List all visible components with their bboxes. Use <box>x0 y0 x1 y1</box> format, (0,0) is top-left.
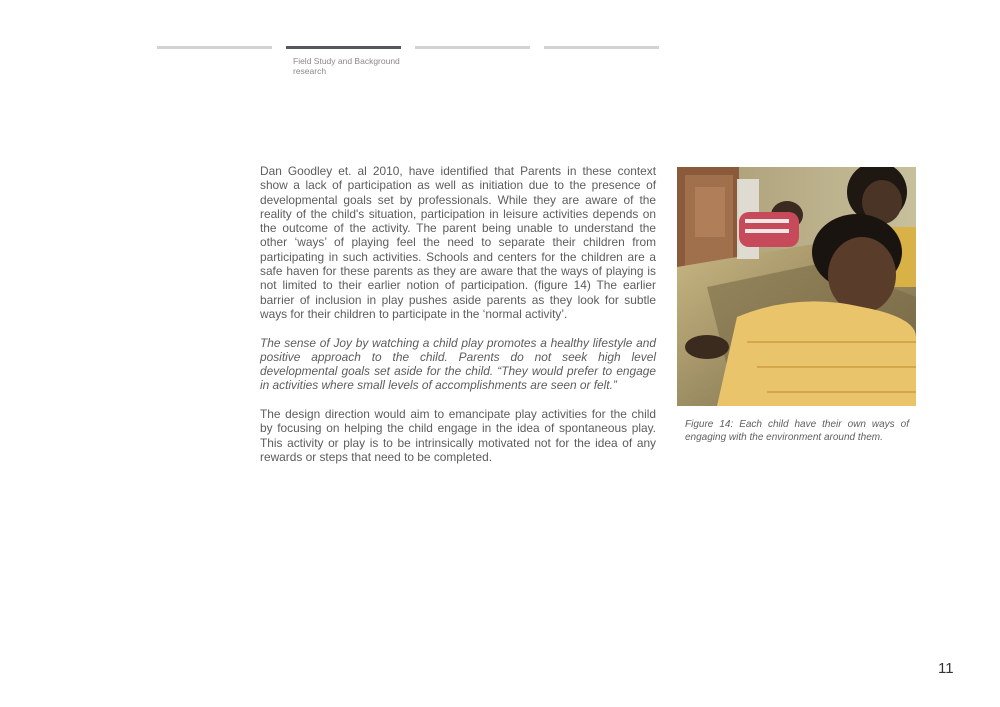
progress-segment <box>415 46 530 49</box>
progress-segment-active <box>286 46 401 49</box>
children-photo-illustration <box>677 167 916 406</box>
figure-caption: Figure 14: Each child have their own ways of engaging with the environment around them. <box>685 419 909 443</box>
section-label: Field Study and Background research <box>293 56 400 76</box>
progress-segment <box>157 46 272 49</box>
quote-paragraph: The sense of Joy by watching a child play promotes a healthy lifestyle and positive approach to the child. Parents do not seek high level developmental goals set aside for the child. “They would prefer to engage in activities where small levels of accomplishments are seen or felt.” <box>260 335 656 393</box>
page-number: 11 <box>938 660 954 677</box>
body-text <box>260 164 656 479</box>
progress-segment <box>544 46 659 49</box>
section-progress-indicator <box>157 46 659 49</box>
figure-photo <box>677 167 916 406</box>
paragraph: Dan Goodley et. al 2010, have identified that Parents in these context show a lack of participation as well as initiation due to the presence of developmental goals set by professionals. While they are aware of the reality of the child's situation, participation in leisure activities depends on the outcome of the activity. The parent being unable to understand the other ‘ways’ of playing feel the need to separate their children from participating in such activities. Schools and centers for the children are a safe haven for these parents as they are aware that the ways of playing is not limited to their earlier notion of participation. (figure 14) The earlier barrier of inclusion in play pushes aside parents as they look for subtle ways for their children to participate in the ‘normal activity’. <box>260 164 656 321</box>
paragraph: The design direction would aim to emancipate play activities for the child by focusing on helping the child engage in the idea of spontaneous play. This activity or play is to be intrinsically motivated not for the idea of any rewards or steps that need to be completed. <box>260 407 656 464</box>
